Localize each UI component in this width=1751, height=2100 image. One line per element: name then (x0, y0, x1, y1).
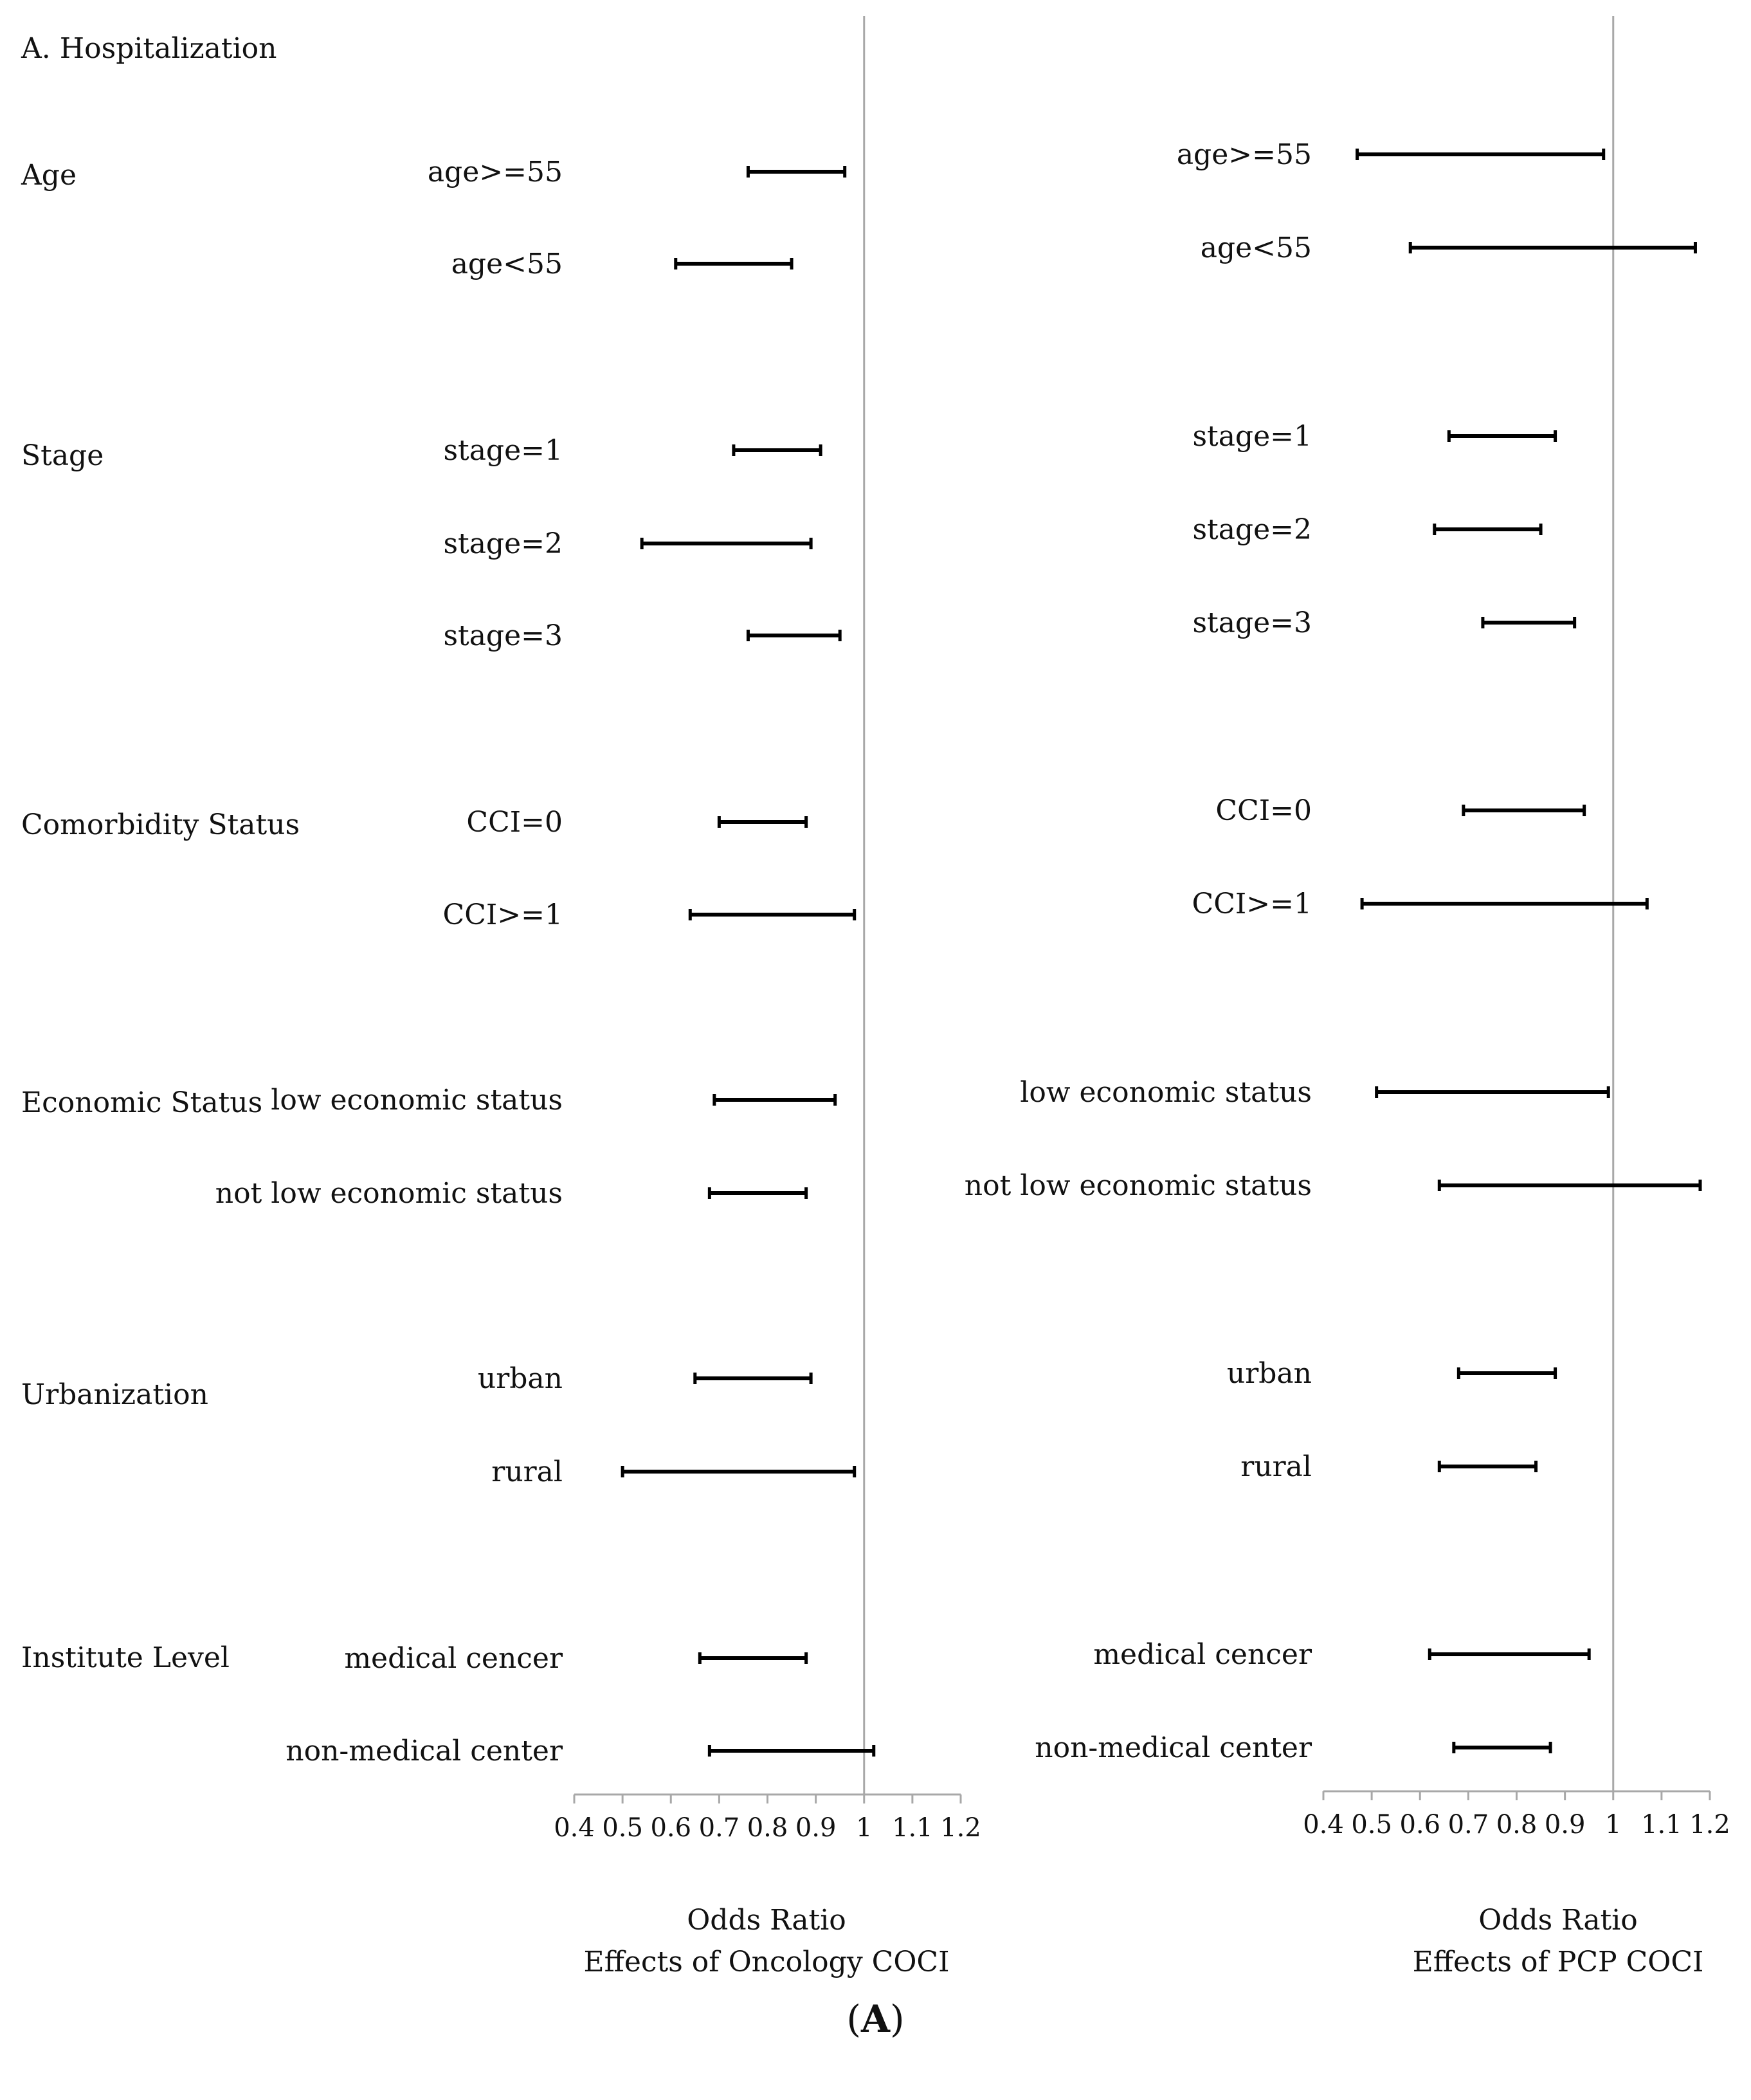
figure-label: (A) (846, 1997, 905, 2041)
panel-2-row-label-stage-3: stage=3 (1192, 607, 1312, 639)
group-label-economic-status: Economic Status (21, 1086, 263, 1119)
panel-1-row-label-medical-cencer: medical cencer (344, 1642, 563, 1675)
panel-2-row-label-cci-0: CCI=0 (1215, 794, 1312, 827)
group-label-stage: Stage (21, 439, 104, 472)
panel-1-row-label-cci-0: CCI=0 (466, 806, 563, 839)
panel-1-row-label-non-medical-center: non-medical center (286, 1735, 563, 1767)
panel-1-x-tick-label-1: 1 (856, 1813, 873, 1843)
panel-1-x-tick-label-0-8: 0.8 (747, 1813, 788, 1843)
panel-2-row-label-stage-2: stage=2 (1192, 513, 1312, 546)
panel-1-row-label-low-economic-status: low economic status (271, 1084, 563, 1117)
panel-1-row-label-stage-1: stage=1 (443, 434, 563, 467)
panel-2-row-label-urban: urban (1226, 1357, 1312, 1390)
panel-1-row-label-urban: urban (477, 1362, 563, 1395)
panel-2-x-tick-label-0-5: 0.5 (1351, 1810, 1392, 1840)
panel-2-x-tick-label-0-4: 0.4 (1303, 1810, 1344, 1840)
panel-2-row-label-rural: rural (1240, 1450, 1312, 1483)
panel-2-row-label-low-economic-status: low economic status (1020, 1076, 1312, 1109)
panel-2-x-tick-label-0-6: 0.6 (1399, 1810, 1441, 1840)
panel-1-x-tick-label-0-4: 0.4 (554, 1813, 595, 1843)
panel-1-row-label-age-55: age<55 (451, 248, 563, 280)
panel-1-row-label-not-low-economic-status: not low economic status (215, 1177, 563, 1210)
panel-1-row-label-cci-1: CCI>=1 (442, 899, 563, 931)
panel-2-x-tick-label-1: 1 (1605, 1810, 1622, 1840)
panel-2-x-tick-label-1-2: 1.2 (1689, 1810, 1730, 1840)
panel-2-row-label-medical-cencer: medical cencer (1093, 1638, 1312, 1671)
panel-2-x-tick-label-1-1: 1.1 (1641, 1810, 1682, 1840)
group-label-institute-level: Institute Level (21, 1641, 230, 1674)
panel-2-x-tick-label-0-9: 0.9 (1544, 1810, 1586, 1840)
panel-2-x-tick-label-0-7: 0.7 (1447, 1810, 1489, 1840)
panel-1-x-tick-label-0-7: 0.7 (698, 1813, 740, 1843)
panel-1-x-tick-label-0-5: 0.5 (602, 1813, 643, 1843)
panel-1-x-tick-label-1-2: 1.2 (940, 1813, 981, 1843)
panel-1-row-label-stage-2: stage=2 (443, 527, 563, 560)
panel-1-x-axis-subtitle: Effects of Oncology COCI (583, 1946, 950, 1978)
group-label-comorbidity-status: Comorbidity Status (21, 808, 300, 841)
figure-label-letter: A (860, 1997, 890, 2041)
panel-2-x-tick-label-0-8: 0.8 (1496, 1810, 1538, 1840)
group-label-age: Age (21, 159, 77, 192)
panel-2-x-axis-label: Odds Ratio (1478, 1904, 1638, 1937)
panel-1-x-tick-label-0-9: 0.9 (795, 1813, 837, 1843)
panel-2-row-label-stage-1: stage=1 (1192, 420, 1312, 453)
panel-1-row-label-stage-3: stage=3 (443, 619, 563, 652)
panel-1-x-tick-label-0-6: 0.6 (650, 1813, 692, 1843)
panel-title: A. Hospitalization (21, 32, 277, 65)
group-label-urbanization: Urbanization (21, 1378, 208, 1411)
panel-2-row-label-not-low-economic-status: not low economic status (964, 1169, 1312, 1202)
panel-2-row-label-age-55: age>=55 (1176, 138, 1312, 171)
panel-2-row-label-non-medical-center: non-medical center (1035, 1731, 1312, 1764)
panel-1-x-axis-label: Odds Ratio (687, 1904, 846, 1937)
panel-2-row-label-age-55: age<55 (1200, 232, 1312, 264)
panel-2-x-axis-subtitle: Effects of PCP COCI (1412, 1946, 1704, 1978)
panel-2-row-label-cci-1: CCI>=1 (1192, 888, 1312, 920)
panel-1-row-label-rural: rural (491, 1456, 563, 1488)
panel-1-row-label-age-55: age>=55 (427, 156, 563, 188)
panel-1-x-tick-label-1-1: 1.1 (892, 1813, 933, 1843)
